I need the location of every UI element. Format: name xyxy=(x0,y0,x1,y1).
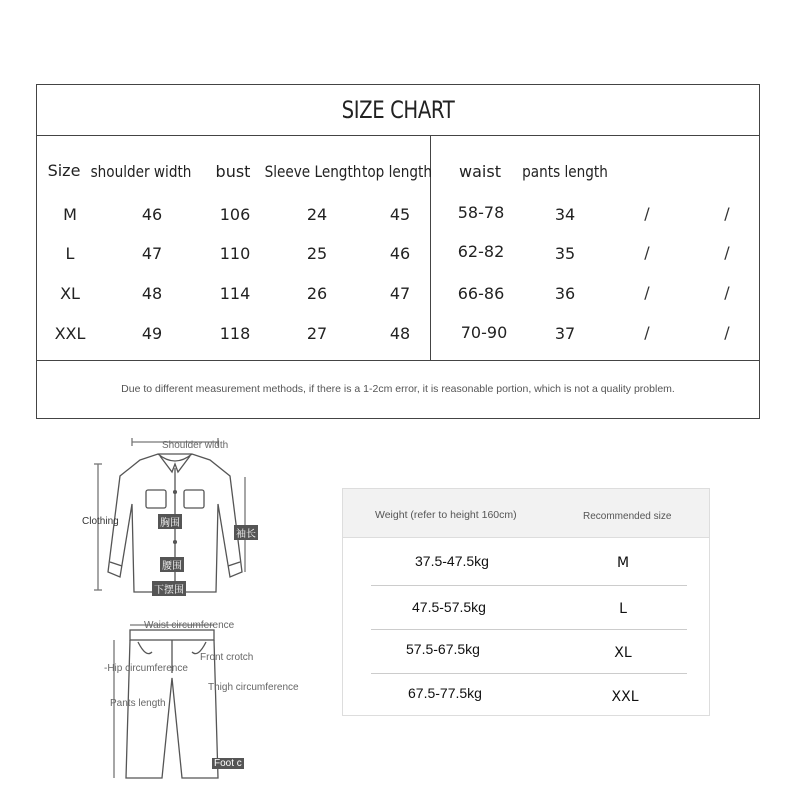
header-weight: Weight (refer to height 160cm) xyxy=(375,509,517,521)
weight-table-header xyxy=(343,489,709,538)
row-l-sleeve: 25 xyxy=(306,244,328,263)
header-pants-length: pants length xyxy=(522,162,608,181)
row-xl-bust: 114 xyxy=(219,284,251,303)
row-l-waist: 62-82 xyxy=(457,242,505,261)
header-recommended-size: Recommended size xyxy=(583,511,672,522)
size-chart xyxy=(36,84,760,419)
pants-length-label: Pants length xyxy=(110,698,166,709)
waist-circumference-label: Waist circumference xyxy=(144,620,235,631)
row-m-pants: 34 xyxy=(554,205,576,224)
row-l-pants: 35 xyxy=(554,244,576,263)
row-xxl-shoulder: 49 xyxy=(141,324,163,343)
note-divider xyxy=(37,360,759,361)
row-m-top: 45 xyxy=(389,205,411,224)
title-divider xyxy=(37,135,759,136)
row-l-extra2: / xyxy=(724,243,730,262)
row-xxl-size: XXL xyxy=(54,324,86,343)
row-xl-sleeve: 26 xyxy=(306,284,328,303)
row-m-size: M xyxy=(63,205,77,224)
header-sleeve-length: Sleeve Length xyxy=(264,162,362,181)
row-m-shoulder: 46 xyxy=(141,205,163,224)
row-xl-waist: 66-86 xyxy=(457,284,505,303)
row-xl-top: 47 xyxy=(389,284,411,303)
row-divider-2 xyxy=(371,629,687,630)
hem-label: 下摆围 xyxy=(152,581,186,596)
weight-row-1: 37.5-47.5kg xyxy=(415,553,489,569)
row-l-size: L xyxy=(65,244,75,263)
row-m-waist: 58-78 xyxy=(457,203,505,222)
row-m-sleeve: 24 xyxy=(306,205,328,224)
row-m-extra1: / xyxy=(644,204,650,223)
row-divider-3 xyxy=(371,673,687,674)
row-l-extra1: / xyxy=(644,243,650,262)
header-shoulder-width: shoulder width xyxy=(90,162,192,181)
thigh-circumference-label: Thigh circumference xyxy=(208,682,299,693)
row-xl-pants: 36 xyxy=(554,284,576,303)
row-xxl-pants: 37 xyxy=(554,324,576,343)
weight-recommendation-table xyxy=(342,488,710,716)
hip-circumference-label: -Hip circumference xyxy=(104,663,188,674)
header-waist: waist xyxy=(459,162,501,181)
row-m-extra2: / xyxy=(724,204,730,223)
row-xxl-extra2: / xyxy=(724,323,730,342)
shirt-diagram xyxy=(80,432,270,602)
row-l-bust: 110 xyxy=(219,244,251,263)
size-row-1: M xyxy=(616,555,630,571)
weight-row-4: 67.5-77.5kg xyxy=(408,685,482,701)
row-m-bust: 106 xyxy=(219,205,251,224)
foot-circumference-label: Foot c xyxy=(214,758,242,769)
row-xl-extra2: / xyxy=(724,283,730,302)
weight-row-3: 57.5-67.5kg xyxy=(406,641,480,657)
row-l-top: 46 xyxy=(389,244,411,263)
shoulder-width-label: Shoulder width xyxy=(162,440,229,451)
row-xxl-bust: 118 xyxy=(219,324,251,343)
clothing-length-label: Clothing xyxy=(82,516,119,527)
row-xl-shoulder: 48 xyxy=(141,284,163,303)
header-size: Size xyxy=(47,161,81,180)
size-row-4: XXL xyxy=(611,689,639,705)
waist-label: 腰围 xyxy=(160,557,184,572)
pants-diagram xyxy=(100,618,300,783)
row-xxl-extra1: / xyxy=(644,323,650,342)
row-xl-extra1: / xyxy=(644,283,650,302)
row-xl-size: XL xyxy=(60,284,80,303)
front-crotch-label: Front crotch xyxy=(200,652,254,663)
row-xxl-waist: 70-90 xyxy=(460,323,508,342)
row-divider-1 xyxy=(371,585,687,586)
row-xxl-sleeve: 27 xyxy=(306,324,328,343)
size-chart-title: SIZE CHART xyxy=(341,96,455,124)
measurement-note: Due to different measurement methods, if there is a 1-2cm error, it is reasonable portion, which is not a quality problem. xyxy=(121,383,675,395)
size-row-3: XL xyxy=(614,645,632,661)
header-top-length: top length xyxy=(362,162,432,181)
sleeve-length-label: 袖长 xyxy=(234,525,258,540)
row-xxl-top: 48 xyxy=(389,324,411,343)
size-row-2: L xyxy=(619,601,627,617)
header-bust: bust xyxy=(215,162,251,181)
weight-row-2: 47.5-57.5kg xyxy=(412,599,486,615)
row-l-shoulder: 47 xyxy=(141,244,163,263)
chest-label: 胸围 xyxy=(158,514,182,529)
